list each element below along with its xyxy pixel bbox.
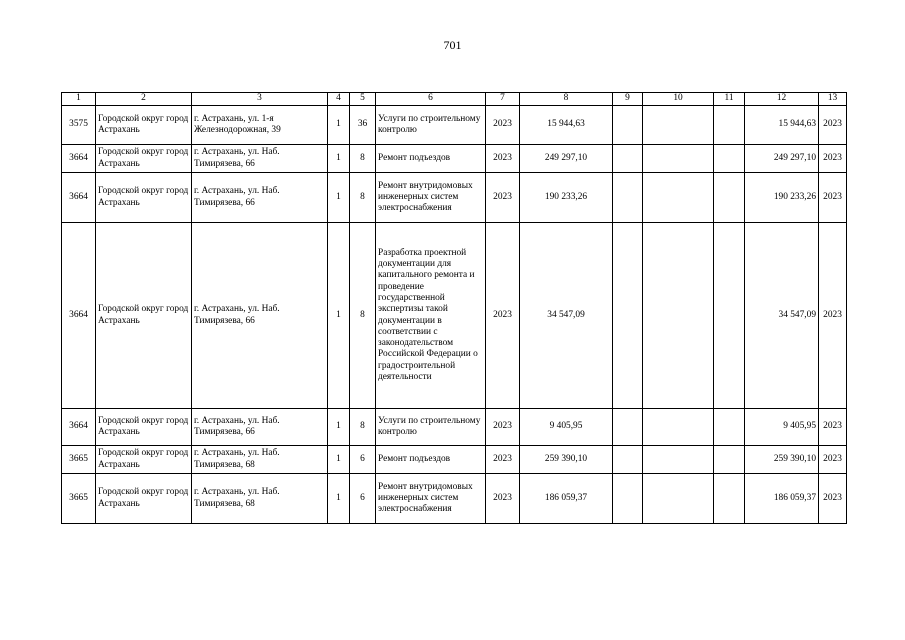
cell-work-type: Ремонт подъездов <box>376 145 486 173</box>
table-row <box>62 173 847 223</box>
column-header: 13 <box>819 93 847 106</box>
cell-work-type: Разработка проектной документации для капитального ремонта и проведение государственной экспертизы такой документации в соответствии с законодательством Российской Федерации о градостроительной деятельности <box>376 223 486 409</box>
cell-total: 249 297,10 <box>520 145 613 173</box>
cell-municipality: Городской округ город Астрахань <box>96 223 192 409</box>
column-header: 11 <box>714 93 745 106</box>
cell-municipality: Городской округ город Астрахань <box>96 474 192 524</box>
cell-id: 3665 <box>62 474 96 524</box>
table-row <box>62 446 847 474</box>
cell-col4: 1 <box>328 446 350 474</box>
cell-year: 2023 <box>486 106 520 145</box>
cell-col12: 9 405,95 <box>745 409 819 446</box>
cell-col11 <box>714 173 745 223</box>
cell-total: 9 405,95 <box>520 409 613 446</box>
cell-total: 190 233,26 <box>520 173 613 223</box>
cell-municipality: Городской округ город Астрахань <box>96 173 192 223</box>
cell-col10 <box>643 409 714 446</box>
cell-col5: 36 <box>350 106 376 145</box>
cell-address: г. Астрахань, ул. Наб. Тимирязева, 68 <box>192 474 328 524</box>
cell-address: г. Астрахань, ул. Наб. Тимирязева, 66 <box>192 173 328 223</box>
cell-col12: 190 233,26 <box>745 173 819 223</box>
cell-municipality: Городской округ город Астрахань <box>96 446 192 474</box>
cell-col9 <box>613 474 643 524</box>
cell-col13: 2023 <box>819 446 847 474</box>
cell-col13: 2023 <box>819 173 847 223</box>
cell-total: 34 547,09 <box>520 223 613 409</box>
cell-col4: 1 <box>328 474 350 524</box>
cell-id: 3665 <box>62 446 96 474</box>
column-header: 4 <box>328 93 350 106</box>
cell-col10 <box>643 106 714 145</box>
cell-year: 2023 <box>486 173 520 223</box>
cell-address: г. Астрахань, ул. 1-я Железнодорожная, 39 <box>192 106 328 145</box>
column-header: 6 <box>376 93 486 106</box>
cell-col4: 1 <box>328 409 350 446</box>
table-row <box>62 474 847 524</box>
cell-year: 2023 <box>486 223 520 409</box>
cell-col4: 1 <box>328 106 350 145</box>
cell-municipality: Городской округ город Астрахань <box>96 409 192 446</box>
cell-col9 <box>613 173 643 223</box>
cell-col13: 2023 <box>819 145 847 173</box>
cell-total: 186 059,37 <box>520 474 613 524</box>
column-header: 10 <box>643 93 714 106</box>
cell-total: 15 944,63 <box>520 106 613 145</box>
cell-col12: 186 059,37 <box>745 474 819 524</box>
cell-col13: 2023 <box>819 474 847 524</box>
cell-col13: 2023 <box>819 106 847 145</box>
column-header: 1 <box>62 93 96 106</box>
cell-col9 <box>613 106 643 145</box>
cell-col11 <box>714 106 745 145</box>
cell-col11 <box>714 145 745 173</box>
cell-col10 <box>643 474 714 524</box>
cell-id: 3664 <box>62 409 96 446</box>
cell-work-type: Ремонт внутридомовых инженерных систем электроснабжения <box>376 474 486 524</box>
cell-col5: 8 <box>350 409 376 446</box>
page-number: 701 <box>443 38 462 52</box>
column-header: 8 <box>520 93 613 106</box>
cell-col4: 1 <box>328 223 350 409</box>
cell-col9 <box>613 145 643 173</box>
cell-col11 <box>714 409 745 446</box>
cell-col12: 259 390,10 <box>745 446 819 474</box>
cell-municipality: Городской округ город Астрахань <box>96 106 192 145</box>
cell-year: 2023 <box>486 446 520 474</box>
cell-work-type: Услуги по строительному контролю <box>376 409 486 446</box>
cell-col12: 34 547,09 <box>745 223 819 409</box>
column-header: 12 <box>745 93 819 106</box>
cell-col12: 15 944,63 <box>745 106 819 145</box>
column-header: 3 <box>192 93 328 106</box>
cell-total: 259 390,10 <box>520 446 613 474</box>
cell-work-type: Ремонт подъездов <box>376 446 486 474</box>
cell-col4: 1 <box>328 173 350 223</box>
table-row <box>62 145 847 173</box>
cell-col9 <box>613 223 643 409</box>
column-header: 9 <box>613 93 643 106</box>
cell-col5: 6 <box>350 446 376 474</box>
cell-work-type: Ремонт внутридомовых инженерных систем электроснабжения <box>376 173 486 223</box>
table-row <box>62 409 847 446</box>
cell-id: 3664 <box>62 173 96 223</box>
column-number-row <box>62 93 847 106</box>
cell-col4: 1 <box>328 145 350 173</box>
cell-id: 3575 <box>62 106 96 145</box>
cell-address: г. Астрахань, ул. Наб. Тимирязева, 66 <box>192 409 328 446</box>
cell-municipality: Городской округ город Астрахань <box>96 145 192 173</box>
table-row <box>62 106 847 145</box>
cell-col13: 2023 <box>819 409 847 446</box>
cell-col10 <box>643 446 714 474</box>
cell-col10 <box>643 173 714 223</box>
cell-col5: 8 <box>350 145 376 173</box>
cell-year: 2023 <box>486 409 520 446</box>
cell-col11 <box>714 474 745 524</box>
cell-col9 <box>613 446 643 474</box>
capital-repair-table <box>61 92 847 524</box>
cell-work-type: Услуги по строительному контролю <box>376 106 486 145</box>
cell-col13: 2023 <box>819 223 847 409</box>
cell-id: 3664 <box>62 145 96 173</box>
cell-col11 <box>714 446 745 474</box>
cell-col5: 8 <box>350 173 376 223</box>
cell-address: г. Астрахань, ул. Наб. Тимирязева, 66 <box>192 223 328 409</box>
cell-year: 2023 <box>486 145 520 173</box>
cell-col10 <box>643 145 714 173</box>
cell-year: 2023 <box>486 474 520 524</box>
cell-address: г. Астрахань, ул. Наб. Тимирязева, 66 <box>192 145 328 173</box>
column-header: 5 <box>350 93 376 106</box>
column-header: 7 <box>486 93 520 106</box>
cell-id: 3664 <box>62 223 96 409</box>
cell-col9 <box>613 409 643 446</box>
cell-col11 <box>714 223 745 409</box>
cell-col5: 6 <box>350 474 376 524</box>
table-row <box>62 223 847 409</box>
column-header: 2 <box>96 93 192 106</box>
cell-col10 <box>643 223 714 409</box>
cell-address: г. Астрахань, ул. Наб. Тимирязева, 68 <box>192 446 328 474</box>
cell-col5: 8 <box>350 223 376 409</box>
cell-col12: 249 297,10 <box>745 145 819 173</box>
